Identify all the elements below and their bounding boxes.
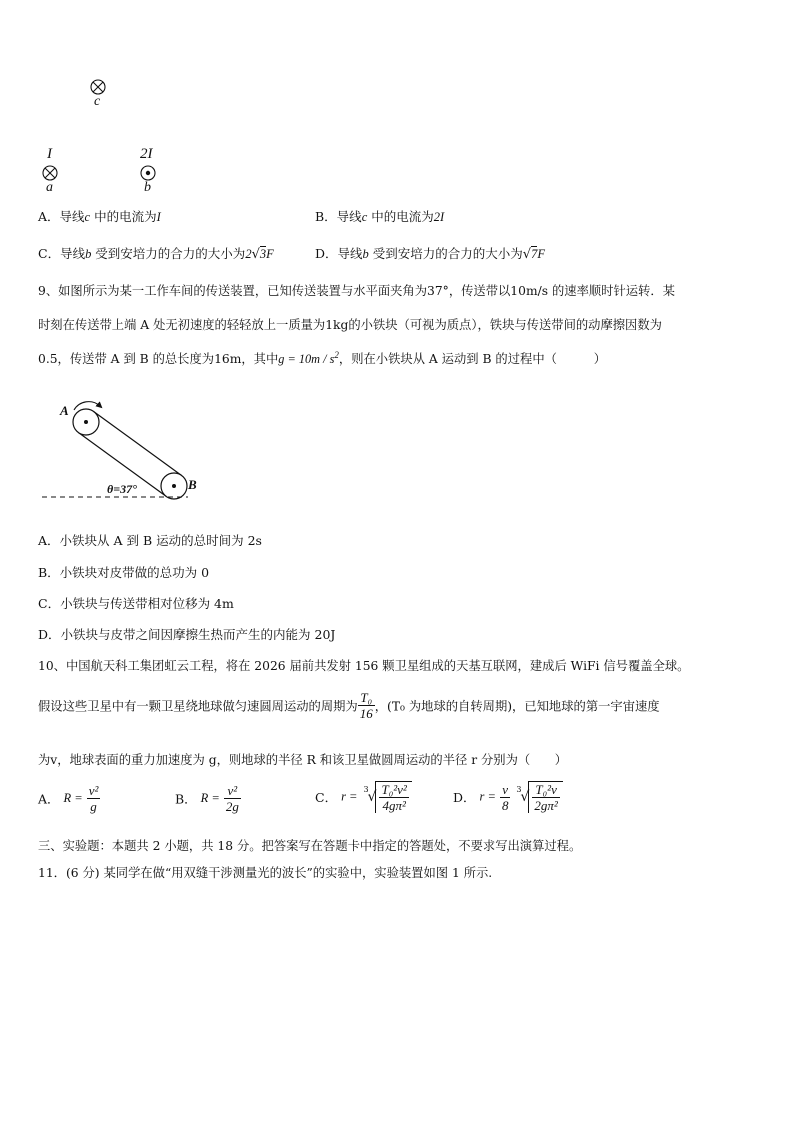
- label-b: B: [188, 477, 197, 492]
- label-a: a: [46, 180, 53, 195]
- section-3-heading: 三、实验题：本题共 2 小题，共 18 分。把答案写在答题卡中指定的答题处，不要求写出演算过程。: [38, 839, 582, 853]
- current-b-label: 2I: [140, 146, 153, 162]
- option-label: A．导线: [38, 209, 85, 224]
- option-value-radicand: 7: [531, 247, 538, 261]
- q9-line-1: 9、如图所示为某一工作车间的传送装置，已知传送装置与水平面夹角为37°，传送带以10m/s 的速率顺时针运转．某: [38, 284, 675, 298]
- option-var: c: [84, 210, 91, 224]
- wire-c-into-page-icon: [91, 80, 105, 94]
- option-value-unit: F: [537, 247, 545, 261]
- q9-option-d[interactable]: D．小铁块与皮带之间因摩擦生热而产生的内能为 20J: [38, 627, 336, 642]
- q8-option-d[interactable]: [315, 244, 545, 262]
- fraction-numerator: v²: [224, 783, 241, 799]
- fraction-denominator: 4gπ²: [382, 798, 406, 813]
- option-lhs: R =: [63, 791, 83, 805]
- option-label: A．: [38, 791, 60, 807]
- option-text: 受到安培力的合力的大小为: [91, 246, 246, 261]
- q8-option-b[interactable]: [315, 207, 444, 225]
- fraction-denominator: 16: [359, 706, 373, 721]
- fraction-numerator: T₀²v²: [381, 782, 407, 797]
- current-a-label: I: [47, 146, 52, 162]
- q10-option-a[interactable]: [38, 783, 100, 814]
- option-label: B．: [175, 791, 197, 807]
- q10-line-2-tail: ，(T₀ 为地球的自转周期)，已知地球的第一宇宙速度: [374, 699, 660, 714]
- sqrt-icon: √: [522, 247, 532, 262]
- q11-text: 11．(6 分) 某同学在做“用双缝干涉测量光的波长”的实验中，实验装置如图 1 所示.: [38, 866, 493, 880]
- q10-line-2: [38, 690, 660, 721]
- wire-b-out-of-page-icon: [141, 166, 155, 180]
- fraction-numerator: T₀: [358, 690, 375, 706]
- option-value-unit: F: [266, 247, 274, 261]
- option-value-radicand: 3: [259, 247, 267, 261]
- q10-line-3: 为v，地球表面的重力加速度为 g，则地球的半径 R 和该卫星做圆周运动的半径 r 分别为（ ）: [38, 753, 568, 767]
- option-text: 受到安培力的合力的大小为: [368, 246, 523, 261]
- period-fraction: [358, 690, 375, 721]
- option-label: C．: [315, 790, 338, 805]
- root-index: 3: [516, 785, 522, 794]
- wire-diagram: [30, 74, 190, 198]
- q8-option-a[interactable]: [38, 207, 161, 225]
- option-text: 中的电流为: [367, 209, 434, 224]
- fraction-denominator: 8: [501, 797, 509, 813]
- option-var: b: [85, 247, 92, 261]
- option-prefactor: [500, 782, 511, 813]
- q9-gravity-value: g = 10m / s: [278, 352, 335, 366]
- q9-line-3-tail: ，则在小铁块从 A 运动到 B 的过程中（ ）: [338, 352, 607, 366]
- option-lhs: R =: [200, 791, 220, 805]
- q10-line-1: 10、中国航天科工集团虹云工程，将在 2026 届前共发射 156 颗卫星组成的天基互联网，建成后 WiFi 信号覆盖全球。: [38, 659, 690, 673]
- option-label: D．: [453, 790, 476, 805]
- roller-b-icon: [161, 473, 187, 499]
- option-fraction: [87, 783, 101, 814]
- label-c: c: [94, 94, 101, 109]
- option-value: 2: [245, 247, 252, 261]
- option-value: 2I: [433, 210, 445, 224]
- option-fraction: [224, 783, 241, 814]
- q9-line-2: 时刻在传送带上端 A 处无初速度的轻轻放上一质量为1kg的小铁块（可视为质点），铁块与传送带间的动摩擦因数为: [38, 318, 662, 332]
- fraction-denominator: g: [90, 799, 97, 814]
- roller-a-icon: [73, 409, 99, 435]
- cube-root-icon: 3 √ $\frac{\text{T₀²v²}}{\text{4gπ²}}$: [361, 781, 411, 813]
- option-var: c: [361, 210, 368, 224]
- label-b: b: [144, 180, 151, 195]
- q8-option-c[interactable]: [38, 244, 274, 262]
- q9-option-b[interactable]: B．小铁块对皮带做的总功为 0: [38, 565, 210, 580]
- angle-label: θ=37°: [107, 482, 137, 496]
- option-lhs: r =: [479, 789, 496, 804]
- fraction-denominator: 2g: [225, 799, 239, 814]
- option-label: C．导线: [38, 246, 86, 261]
- option-lhs: r =: [341, 789, 358, 804]
- fraction-denominator: 2gπ²: [534, 798, 558, 813]
- q10-option-c[interactable]: [315, 781, 412, 813]
- option-var: b: [362, 247, 369, 261]
- cube-root-icon: 3 √ $\frac{\text{T₀²v}}{\text{2gπ²}}$: [514, 781, 562, 813]
- fraction-numerator: v²: [88, 783, 99, 798]
- root-index: 3: [363, 785, 369, 794]
- sqrt-icon: √: [251, 247, 260, 262]
- q9-gravity-exponent: 2: [334, 349, 339, 360]
- option-label: D．导线: [315, 246, 363, 261]
- label-a: A: [60, 403, 69, 418]
- fraction-numerator: T₀²v: [532, 782, 559, 798]
- fraction-numerator: v: [500, 782, 511, 798]
- q10-option-d[interactable]: [453, 781, 563, 813]
- q9-line-3: [38, 349, 606, 367]
- q10-line-2-text: 假设这些卫星中有一颗卫星绕地球做匀速圆周运动的周期为: [38, 699, 358, 714]
- q10-option-b[interactable]: [175, 783, 241, 814]
- option-label: B．导线: [315, 209, 362, 224]
- q9-line-3-text: 0.5，传送带 A 到 B 的总长度为16m，其中: [38, 352, 279, 366]
- option-text: 中的电流为: [90, 209, 157, 224]
- q9-option-a[interactable]: A．小铁块从 A 到 B 运动的总时间为 2s: [38, 533, 262, 548]
- q9-option-c[interactable]: C．小铁块与传送带相对位移为 4m: [38, 596, 234, 611]
- option-value: I: [156, 210, 161, 224]
- wire-a-into-page-icon: [43, 166, 57, 180]
